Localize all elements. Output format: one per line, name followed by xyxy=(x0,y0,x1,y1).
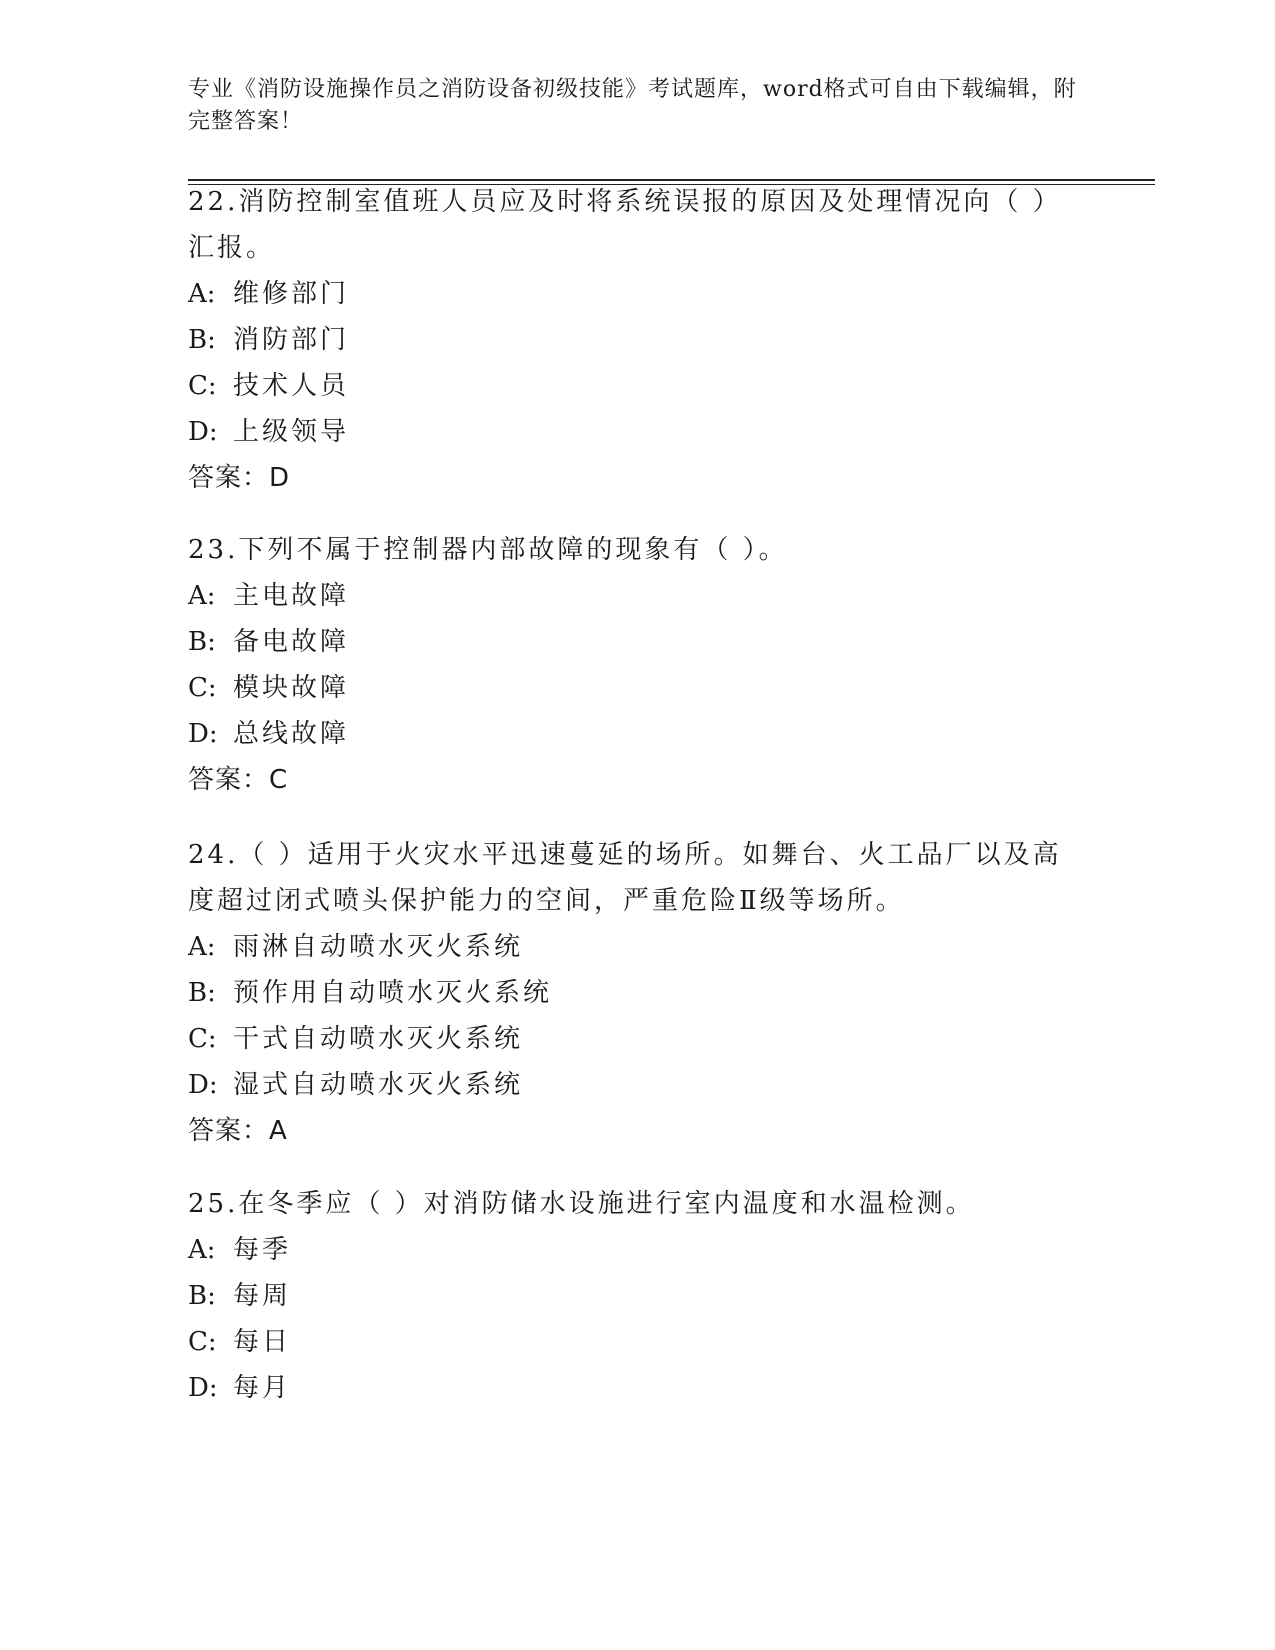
header-note: 专业《消防设施操作员之消防设备初级技能》考试题库，word格式可自由下载编辑，附完整答案！ xyxy=(188,77,1077,134)
option-c xyxy=(188,363,1088,409)
option-b xyxy=(188,1273,1088,1319)
option-text: 技术人员 xyxy=(233,371,350,401)
option-a xyxy=(188,271,1088,317)
option-c xyxy=(188,1016,1088,1062)
question-text: 22.消防控制室值班人员应及时将系统误报的原因及处理情况向（ ）汇报。 xyxy=(188,187,1062,263)
option-key: D: xyxy=(188,719,218,749)
option-text: 雨淋自动喷水灭火系统 xyxy=(233,932,524,962)
option-key: A: xyxy=(188,581,216,611)
option-text: 湿式自动喷水灭火系统 xyxy=(233,1070,524,1100)
option-text: 每季 xyxy=(233,1235,292,1265)
option-key: C: xyxy=(188,673,217,703)
option-key: D: xyxy=(188,1373,218,1403)
option-b xyxy=(188,317,1088,363)
option-key: B: xyxy=(188,325,216,355)
option-a xyxy=(188,924,1088,970)
question-text: 25.在冬季应（ ）对消防储水设施进行室内温度和水温检测。 xyxy=(188,1189,975,1219)
option-text: 总线故障 xyxy=(233,719,350,749)
option-text: 消防部门 xyxy=(233,325,350,355)
option-list xyxy=(188,573,1088,757)
question-22 xyxy=(188,179,1088,501)
option-text: 预作用自动喷水灭火系统 xyxy=(233,978,553,1008)
question-text: 24.（ ）适用于火灾水平迅速蔓延的场所。如舞台、火工品厂以及高度超过闭式喷头保护能力的空间，严重危险Ⅱ级等场所。 xyxy=(188,840,1062,916)
option-text: 模块故障 xyxy=(233,673,350,703)
option-a xyxy=(188,573,1088,619)
option-list xyxy=(188,271,1088,455)
option-key: D: xyxy=(188,417,218,447)
option-c xyxy=(188,665,1088,711)
option-key: A: xyxy=(188,279,216,309)
option-d xyxy=(188,711,1088,757)
question-23 xyxy=(188,527,1088,803)
option-key: D: xyxy=(188,1070,218,1100)
option-d xyxy=(188,409,1088,455)
question-25 xyxy=(188,1181,1088,1411)
option-list xyxy=(188,1227,1088,1411)
answer-text: 答案：D xyxy=(188,463,291,493)
option-a xyxy=(188,1227,1088,1273)
question-text: 23.下列不属于控制器内部故障的现象有（ ）。 xyxy=(188,535,788,565)
option-b xyxy=(188,619,1088,665)
option-c xyxy=(188,1319,1088,1365)
option-text: 干式自动喷水灭火系统 xyxy=(233,1024,524,1054)
question-24 xyxy=(188,832,1088,1154)
option-key: B: xyxy=(188,627,216,657)
option-key: A: xyxy=(188,1235,216,1265)
answer-text: 答案：C xyxy=(188,765,289,795)
option-key: B: xyxy=(188,978,216,1008)
answer-text: 答案：A xyxy=(188,1116,288,1146)
option-key: A: xyxy=(188,932,216,962)
option-text: 每月 xyxy=(233,1373,292,1403)
option-text: 主电故障 xyxy=(233,581,350,611)
option-text: 每周 xyxy=(233,1281,292,1311)
option-key: C: xyxy=(188,371,217,401)
option-list xyxy=(188,924,1088,1108)
option-key: C: xyxy=(188,1327,217,1357)
option-d xyxy=(188,1062,1088,1108)
option-text: 备电故障 xyxy=(233,627,350,657)
option-key: C: xyxy=(188,1024,217,1054)
option-b xyxy=(188,970,1088,1016)
option-text: 维修部门 xyxy=(233,279,350,309)
option-key: B: xyxy=(188,1281,216,1311)
option-text: 上级领导 xyxy=(233,417,350,447)
option-d xyxy=(188,1365,1088,1411)
option-text: 每日 xyxy=(233,1327,292,1357)
